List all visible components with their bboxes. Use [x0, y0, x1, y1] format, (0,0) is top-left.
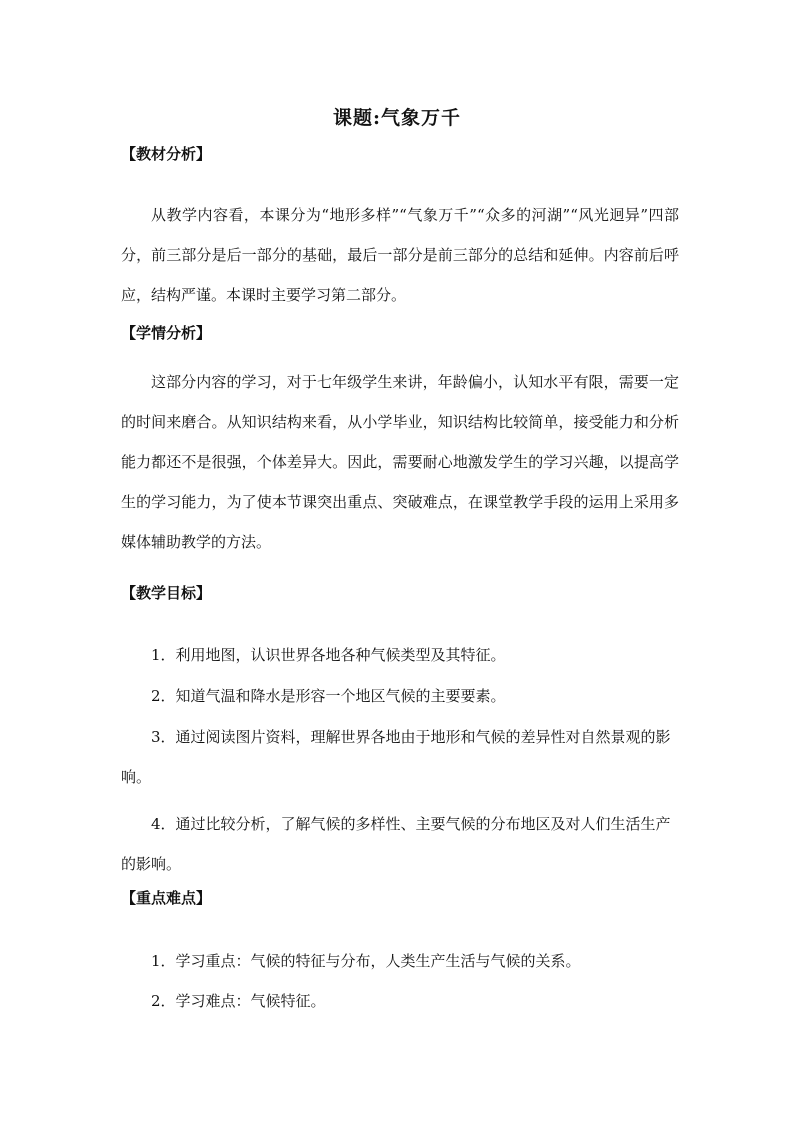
- goal-item: 3．通过阅读图片资料，理解世界各地由于地形和气候的差异性对自然景观的影响。: [121, 728, 671, 786]
- section-paragraph-learner-analysis: 这部分内容的学习，对于七年级学生来讲，年龄偏小，认知水平有限，需要一定的时间来磨合。从知识结构来看，从小学毕业，知识结构比较简单，接受能力和分析能力都还不是很强，个体差异大。因此，需要耐心地激发学生的学习兴趣，以提高学生的学习能力，为了使本节课突出重点、突破难点，在课堂教学手段的运用上采用多媒体辅助教学的方法。: [121, 373, 679, 551]
- section-heading-learner-analysis: 【学情分析】: [121, 324, 212, 342]
- page-title: 课题:气象万千: [332, 107, 461, 129]
- section-heading-key-points: 【重点难点】: [121, 889, 212, 907]
- section-heading-teaching-goals: 【教学目标】: [121, 584, 212, 602]
- key-point-item: 2．学习难点：气候特征。: [151, 992, 326, 1010]
- goal-item: 2．知道气温和降水是形容一个地区气候的主要要素。: [151, 687, 506, 705]
- section-heading-textbook-analysis: 【教材分析】: [121, 145, 212, 163]
- goal-item: 1．利用地图，认识世界各地各种气候类型及其特征。: [151, 646, 506, 664]
- key-point-item: 1．学习重点：气候的特征与分布，人类生产生活与气候的关系。: [151, 952, 581, 970]
- goal-item: 4．通过比较分析，了解气候的多样性、主要气候的分布地区及对人们生活生产的影响。: [121, 815, 671, 873]
- section-paragraph-textbook-analysis: 从教学内容看，本课分为“地形多样”“气象万千”“众多的河湖”“风光迥异”四部分，前三部分是后一部分的基础，最后一部分是前三部分的总结和延伸。内容前后呼应，结构严谨。本课时主要学习第二部分。: [121, 206, 679, 304]
